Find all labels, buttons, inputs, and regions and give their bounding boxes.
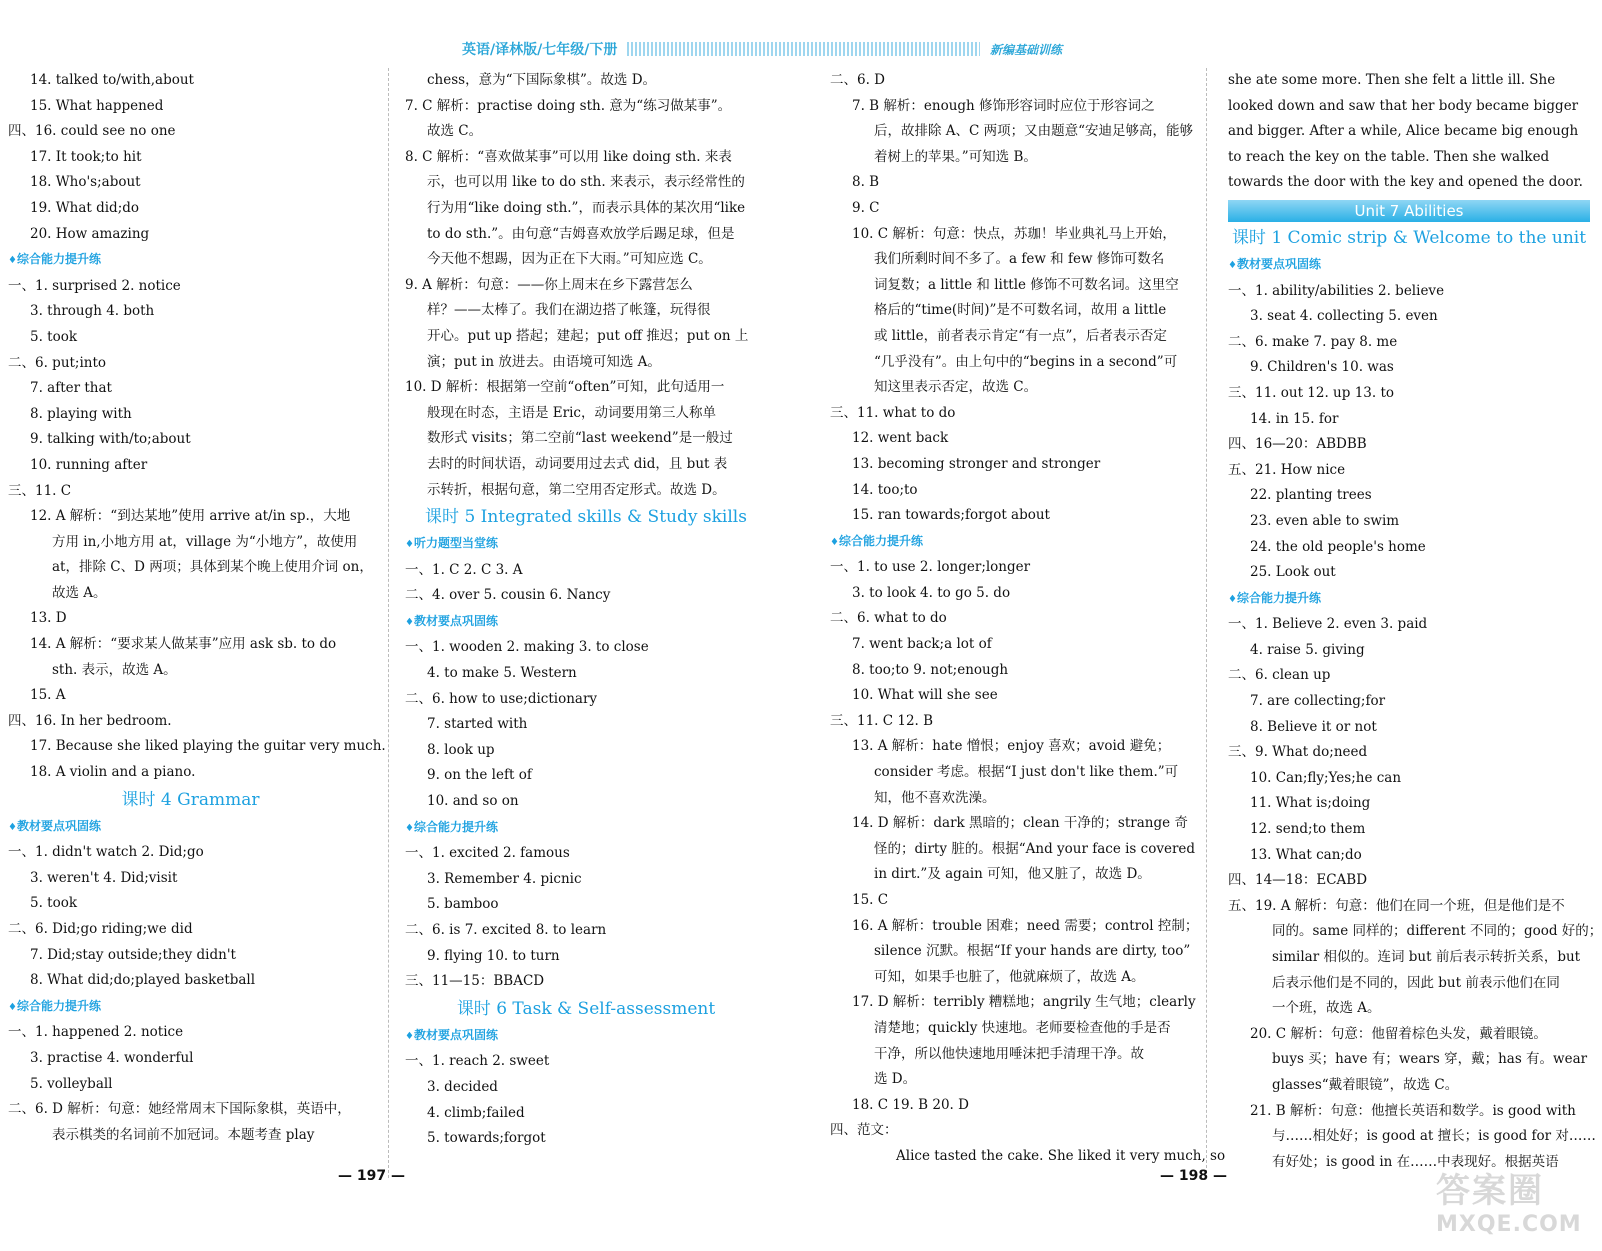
answer-line: chess，意为“下国际象棋”。故选 D。	[427, 72, 657, 88]
answer-line: 15. A	[30, 687, 66, 704]
watermark-line-1: 答案圈	[1436, 1171, 1544, 1211]
answer-line: 8. B	[852, 174, 880, 191]
answer-line: 二、6. make 7. pay 8. me	[1228, 333, 1398, 350]
answer-line: 4. to make 5. Western	[427, 665, 577, 682]
answer-line: 14. in 15. for	[1250, 410, 1339, 427]
answer-line: 4. raise 5. giving	[1250, 641, 1365, 658]
answer-line: 21. B 解析：句意：他擅长英语和数学。is good with	[1250, 1102, 1576, 1119]
answer-line: 10. What will she see	[852, 687, 998, 704]
answer-line: 四、14—18：ECABD	[1228, 872, 1368, 889]
answer-line: 或 little，前者表示肯定“有一点”，后者表示否定	[874, 327, 1167, 344]
answer-line: 一、1. wooden 2. making 3. to close	[405, 639, 649, 656]
answer-line: 15. What happened	[30, 97, 164, 114]
answer-line: 格后的“time(时间)”是不可数名词，故用 a little	[874, 302, 1167, 319]
section-heading: ♦ 听力题型当堂练	[405, 531, 767, 558]
answer-line: 故选 C。	[427, 123, 483, 140]
answer-line: 14. too;to	[852, 481, 918, 498]
answer-line: 后，故排除 A、C 两项；又由题意“安迪足够高，能够	[874, 123, 1194, 140]
answer-line: 8. look up	[427, 741, 495, 758]
answer-column-2	[405, 68, 767, 1152]
answer-line: 方用 in,小地方用 at，village 为“小地方”，故使用	[52, 533, 358, 550]
answer-line: 我们所剩时间不多了。a few 和 few 修饰可数名	[874, 251, 1165, 268]
answer-line: 8. What did;do;played basketball	[30, 972, 256, 989]
answer-line: 5. took	[30, 328, 78, 345]
answer-line: 示转折，根据句意，第二空用否定形式。故选 D。	[427, 481, 726, 498]
answer-line: 9. flying 10. to turn	[427, 947, 560, 964]
answer-line: 词复数；a little 和 little 修饰不可数名词。这里空	[874, 276, 1179, 293]
answer-line: 13. D	[30, 610, 67, 627]
answer-line: 8. C 解析：“喜欢做某事”可以用 like doing sth. 来表	[405, 148, 732, 165]
answer-line: 与……相处好；is good at 擅长；is good for 对……	[1272, 1128, 1596, 1145]
header-title: 英语/译林版/七年级/下册	[462, 42, 618, 58]
answer-line: 今天他不想踢，因为正在下大雨。”可知应选 C。	[427, 251, 712, 268]
answer-line: 二、6. Did;go riding;we did	[8, 921, 193, 937]
answer-line: 二、6. how to use;dictionary	[405, 690, 598, 707]
answer-line: 三、11. out 12. up 13. to	[1228, 384, 1395, 401]
answer-line: 12. went back	[852, 430, 949, 447]
answer-line: 12. send;to them	[1250, 821, 1366, 838]
answer-line: 去时的时间状语，动词要用过去式 did，且 but 表	[427, 455, 728, 472]
answer-line: towards the door with the key and opened the door.	[1228, 174, 1583, 191]
answer-line: Alice tasted the cake. She liked it very much, so	[896, 1147, 1226, 1164]
answer-line: 9. C	[852, 199, 880, 216]
page-number-left: — 197 —	[338, 1168, 405, 1184]
answer-line: 8. too;to 9. not;enough	[852, 661, 1009, 678]
answer-line: 一、1. to use 2. longer;longer	[830, 559, 1031, 576]
lesson-title: 课时 1 Comic strip & Welcome to the unit	[1231, 227, 1587, 248]
answer-line: 5. towards;forgot	[427, 1130, 546, 1147]
answer-line: 二、6. put;into	[8, 354, 107, 371]
answer-line: sth. 表示，故选 A。	[52, 661, 177, 678]
answer-line: 演；put in 放进去。由语境可知选 A。	[427, 353, 661, 370]
answer-line: 二、6. what to do	[830, 610, 947, 627]
answer-line: 20. C 解析：句意：他留着棕色头发，戴着眼镜。	[1250, 1025, 1547, 1042]
answer-line: 四、范文：	[830, 1122, 898, 1139]
section-heading: ♦ 综合能力提升练	[1228, 586, 1590, 613]
answer-line: 20. How amazing	[30, 225, 150, 242]
answer-line: 四、16. In her bedroom.	[8, 712, 172, 729]
answer-line: 干净，所以他快速地用唾沫把手清理干净。故	[874, 1045, 1144, 1062]
answer-line: 四、16. could see no one	[8, 123, 176, 140]
answer-line: 有好处；is good in 在……中表现好。根据英语	[1272, 1153, 1559, 1170]
answer-line: 一个班，故选 A。	[1272, 1000, 1381, 1017]
answer-line: 10. running after	[30, 456, 148, 473]
answer-line: 15. C	[852, 892, 889, 908]
answer-line: 般现在时态，主语是 Eric，动词要用第三人称单	[427, 404, 716, 421]
answer-line: 二、6. D 解析：句意：她经常周末下国际象棋，英语中，	[8, 1101, 351, 1118]
answer-line: 7. after that	[30, 380, 112, 397]
answer-line: 7. started with	[427, 716, 528, 733]
watermark-line-2: MXQE.COM	[1436, 1212, 1582, 1237]
answer-line: 三、11. C 12. B	[830, 712, 934, 729]
answer-line: 7. B 解析：enough 修饰形容词时应位于形容词之	[852, 97, 1155, 114]
answer-line: consider 考虑。根据“I just don't like them.”可	[874, 764, 1179, 781]
answer-column-3	[830, 68, 1226, 1170]
section-heading: ♦ 综合能力提升练	[830, 529, 1188, 556]
answer-line: 一、1. excited 2. famous	[405, 845, 570, 862]
answer-line: 5. took	[30, 895, 78, 912]
answer-line: 7. went back;a lot of	[852, 636, 992, 653]
answer-line: 8. Believe it or not	[1250, 718, 1377, 735]
answer-line: 24. the old people's home	[1250, 538, 1426, 555]
answer-line: 13. What can;do	[1250, 846, 1362, 863]
answer-line: silence 沉默。根据“If your hands are dirty, too”	[874, 943, 1191, 960]
answer-line: to do sth.”。由句意“吉姆喜欢放学后踢足球，但是	[427, 225, 735, 242]
answer-line: 表示棋类的名词前不加冠词。本题考查 play	[52, 1126, 315, 1143]
answer-line: 一、1. happened 2. notice	[8, 1024, 184, 1041]
answer-line: in dirt.”及 again 可知，他又脏了，故选 D。	[874, 866, 1151, 883]
answer-line: 3. to look 4. to go 5. do	[852, 584, 1011, 601]
header-band	[627, 42, 980, 56]
answer-line: 怪的；dirty 脏的。根据“And your face is covered	[874, 840, 1196, 857]
answer-line: 3. seat 4. collecting 5. even	[1250, 308, 1438, 325]
answer-line: 二、6. D	[830, 72, 885, 88]
answer-line: 故选 A。	[52, 584, 107, 601]
answer-line: 7. are collecting;for	[1250, 693, 1386, 710]
answer-line: 10. C 解析：句意：快点，苏珈！毕业典礼马上开始，	[852, 225, 1176, 242]
section-heading: ♦ 教材要点巩固练	[405, 1023, 767, 1050]
answer-line: 11. What is;doing	[1250, 795, 1371, 812]
watermark-logo	[1436, 1163, 1586, 1241]
column-divider	[388, 68, 389, 1178]
answer-line: 10. Can;fly;Yes;he can	[1250, 769, 1402, 786]
answer-line: 四、16—20：ABDBB	[1228, 436, 1367, 453]
answer-line: 一、1. didn't watch 2. Did;go	[8, 844, 204, 861]
answer-line: 18. C 19. B 20. D	[852, 1096, 969, 1113]
answer-line: she ate some more. Then she felt a little ill. She	[1228, 72, 1556, 88]
answer-line: 知，他不喜欢洗澡。	[874, 789, 996, 806]
lesson-title: 课时 5 Integrated skills & Study skills	[425, 507, 747, 528]
answer-line: 开心。put up 搭起；建起；put off 推迟；put on 上	[427, 327, 749, 344]
answer-line: 知这里表示否定，故选 C。	[874, 379, 1038, 396]
answer-line: 示，也可以用 like to do sth. 来表示，表示经常性的	[427, 174, 745, 191]
answer-line: 二、6. is 7. excited 8. to learn	[405, 922, 607, 938]
section-heading: ♦ 综合能力提升练	[405, 815, 767, 842]
answer-line: 17. It took;to hit	[30, 148, 142, 165]
answer-line: 选 D。	[874, 1071, 917, 1088]
answer-line: similar 相似的。连词 but 前后表示转折关系，but	[1272, 949, 1581, 965]
answer-line: 一、1. ability/abilities 2. believe	[1228, 282, 1445, 299]
answer-line: 14. talked to/with,about	[30, 72, 194, 88]
answer-line: 8. playing with	[30, 405, 132, 422]
section-heading: ♦ 综合能力提升练	[8, 247, 373, 274]
answer-line: 5. volleyball	[30, 1075, 113, 1092]
answer-line: 13. becoming stronger and stronger	[852, 455, 1101, 472]
header-tagline: 新编基础训练	[989, 42, 1062, 57]
answer-line: 17. Because she liked playing the guitar very much.	[30, 738, 386, 755]
answer-line: buys 买；have 有；wears 穿，戴；has 有。wear	[1272, 1051, 1588, 1068]
answer-line: 19. What did;do	[30, 199, 140, 216]
section-heading: ♦ 综合能力提升练	[8, 994, 373, 1021]
answer-column-4	[1228, 68, 1602, 1175]
answer-line: 二、4. over 5. cousin 6. Nancy	[405, 587, 611, 604]
answer-line: “几乎没有”。由上句中的“begins in a second”可	[874, 353, 1178, 370]
answer-line: 五、21. How nice	[1228, 461, 1346, 478]
answer-line: 10. and so on	[427, 793, 519, 810]
answer-line: 18. A violin and a piano.	[30, 764, 196, 781]
answer-line: glasses“戴着眼镜”，故选 C。	[1272, 1076, 1459, 1093]
answer-line: 二、6. clean up	[1228, 667, 1331, 684]
answer-line: 3. weren't 4. Did;visit	[30, 869, 178, 886]
answer-line: 14. D 解析：dark 黑暗的；clean 干净的；strange 奇	[852, 815, 1188, 832]
answer-line: 25. Look out	[1250, 564, 1336, 581]
answer-line: 五、19. A 解析：句意：他们在同一个班，但是他们是不	[1228, 897, 1565, 914]
answer-line: 7. Did;stay outside;they didn't	[30, 946, 236, 963]
answer-line: 数形式 visits；第二空前“last weekend”是一般过	[427, 430, 733, 447]
answer-column-1	[8, 68, 386, 1148]
answer-line: 12. A 解析：“到达某地”使用 arrive at/in sp.，大地	[30, 508, 351, 525]
answer-line: 7. C 解析：practise doing sth. 意为“练习做某事”。	[405, 97, 732, 114]
answer-line: 清楚地；quickly 快速地。老师要检查他的手是否	[874, 1019, 1171, 1036]
answer-line: 13. A 解析：hate 憎恨；enjoy 喜欢；avoid 避免；	[852, 738, 1171, 755]
unit-banner: Unit 7 Abilities	[1228, 200, 1590, 222]
answer-line: 10. D 解析：根据第一空前“often”可知，此句适用一	[405, 379, 725, 396]
answer-line: 3. practise 4. wonderful	[30, 1049, 194, 1066]
answer-line: and bigger. After a while, Alice became big enough	[1228, 123, 1579, 140]
answer-line: 后表示他们是不同的，因此 but 前表示他们在同	[1272, 974, 1560, 991]
answer-line: 22. planting trees	[1250, 487, 1372, 504]
answer-line: 18. Who's;about	[30, 174, 141, 191]
answer-line: looked down and saw that her body became bigger	[1228, 97, 1579, 114]
answer-line: 一、1. reach 2. sweet	[405, 1053, 550, 1070]
answer-line: 一、1. Believe 2. even 3. paid	[1228, 616, 1428, 633]
answer-line: 一、1. C 2. C 3. A	[405, 561, 523, 578]
answer-line: 9. talking with/to;about	[30, 431, 191, 448]
answer-line: 样？——太棒了。我们在湖边搭了帐篷，玩得很	[427, 302, 711, 319]
answer-line: at，排除 C、D 两项；具体到某个晚上使用介词 on，	[52, 559, 373, 576]
column-divider	[1206, 68, 1207, 1178]
answer-line: 一、1. surprised 2. notice	[8, 277, 181, 294]
answer-line: 行为用“like doing sth.”，而表示具体的某次用“like	[427, 199, 746, 216]
answer-line: 9. A 解析：句意：——你上周末在乡下露营怎么	[405, 276, 693, 293]
answer-line: 可知，如果手也脏了，他就麻烦了，故选 A。	[874, 968, 1145, 985]
lesson-title: 课时 6 Task & Self-assessment	[456, 998, 716, 1019]
section-heading: ♦ 教材要点巩固练	[8, 814, 373, 841]
answer-line: 3. Remember 4. picnic	[427, 870, 582, 887]
page-number-right: — 198 —	[1160, 1168, 1227, 1184]
answer-line: 3. through 4. both	[30, 303, 155, 320]
answer-line: 14. A 解析：“要求某人做某事”应用 ask sb. to do	[30, 636, 337, 653]
answer-line: 16. A 解析：trouble 困难；need 需要；control 控制；	[852, 917, 1199, 934]
lesson-title: 课时 4 Grammar	[121, 789, 260, 810]
answer-line: 9. Children's 10. was	[1250, 359, 1394, 376]
page-header	[462, 38, 1062, 60]
answer-line: 三、11. what to do	[830, 404, 956, 421]
section-heading: ♦ 教材要点巩固练	[405, 609, 767, 636]
section-heading: ♦ 教材要点巩固练	[1228, 252, 1590, 279]
answer-line: 三、11. C	[8, 482, 72, 499]
answer-line: 3. decided	[427, 1078, 498, 1095]
answer-line: 同的。same 同样的；different 不同的；good 好的；	[1272, 923, 1602, 940]
answer-line: 三、9. What do;need	[1228, 744, 1368, 761]
answer-line: 15. ran towards;forgot about	[852, 507, 1050, 524]
answer-line: 4. climb;failed	[427, 1104, 525, 1121]
answer-line: 17. D 解析：terribly 糟糕地；angrily 生气地；clearly	[852, 994, 1196, 1011]
answer-line: 三、11—15：BBACD	[405, 973, 545, 990]
answer-line: 5. bamboo	[427, 896, 499, 913]
answer-line: 着树上的苹果。”可知选 B。	[874, 148, 1037, 165]
answer-line: to reach the key on the table. Then she walked	[1228, 148, 1550, 165]
answer-line: 9. on the left of	[427, 767, 532, 784]
answer-line: 23. even able to swim	[1250, 512, 1400, 529]
